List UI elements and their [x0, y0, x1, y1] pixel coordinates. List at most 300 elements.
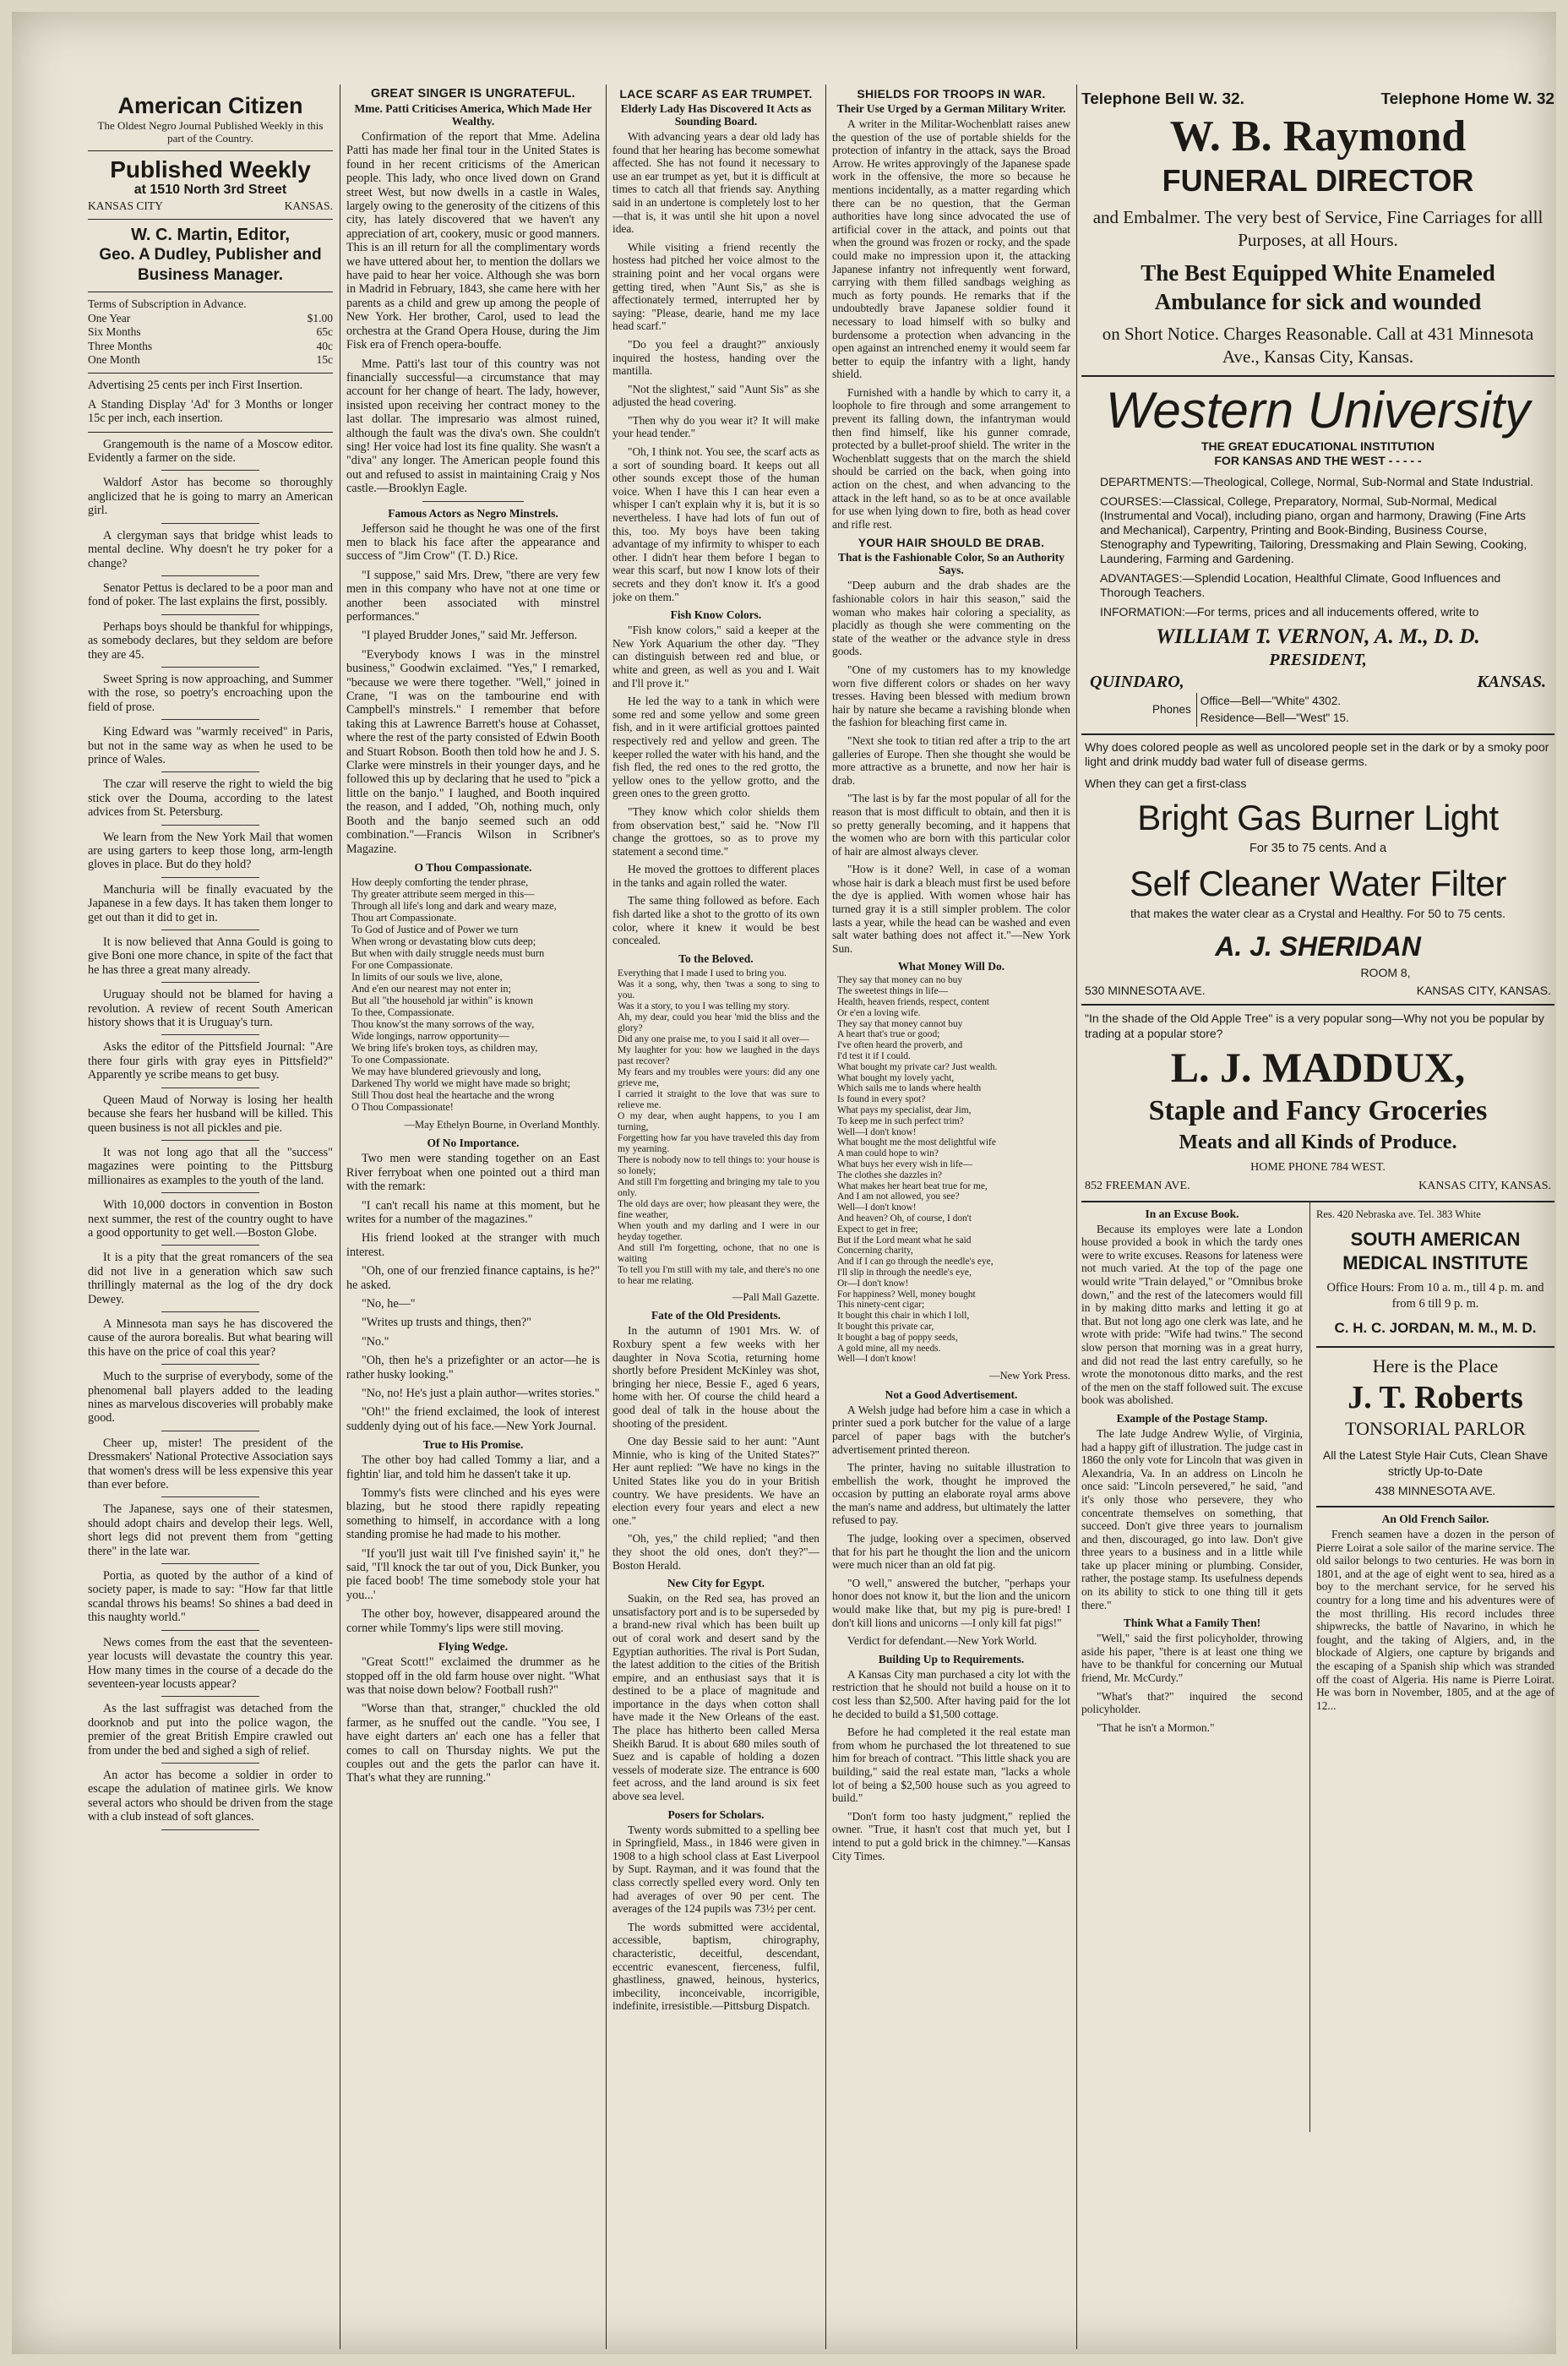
- article-body: [1081, 1632, 1303, 1734]
- paragraph: One day Bessie said to her aunt: "Aunt Minnie, who is king of the United States?" Her aunt replied: "We have no kings in the United States like you do in your British country. We have presidents. We have an election every four years and elect a new one.": [612, 1435, 819, 1527]
- poem-line: My laughter for you: how we laughed in the days past recover?: [618, 1044, 819, 1066]
- poem-line: Through all life's long and dark and weary maze,: [351, 899, 557, 912]
- article-headline: Flying Wedge.: [438, 1640, 509, 1654]
- article-body: [612, 1324, 819, 1572]
- article-headline: Fish Know Colors.: [670, 608, 762, 622]
- maddux-lead: "In the shade of the Old Apple Tree" is a very popular song—Why not you be popular by trading at a popular store?: [1085, 1011, 1544, 1041]
- paragraph: He moved the grottoes to different places in the tanks and again rolled the water.: [612, 863, 819, 889]
- paragraph: "Oh, yes," the child replied; "and then they shoot the old ones, don't they?"—Boston Herald.: [612, 1532, 819, 1572]
- column-4: [832, 84, 1070, 2349]
- paragraph: Because its employes were late a London house provided a book in which the tardy ones were to write excuses. Reasons for lateness were not much varied. At the top of the page one would write "Train delayed," or "Omnibus broke down," and the rest of the latecomers would fill in by making ditto marks and letting it go at that. But not long ago one clerk was late, and he wrote with pride: "Wife had twins." The second slow person that morning was in a great hurry, and did not read the last entry carefully, so he wrote the monotonous ditto marks, and the rest of the men on the staff followed suit. The excuse book was abolished.: [1081, 1222, 1303, 1407]
- published-weekly: Published Weekly: [110, 156, 311, 183]
- wu-president-name: WILLIAM T. VERNON, A. M., D. D.: [1156, 625, 1480, 649]
- short-item: Grangemouth is the name of a Moscow editor. Evidently a farmer on the side.: [88, 437, 333, 466]
- poem-line: To God of Justice and of Power we turn: [351, 923, 519, 935]
- poem-line: But all "the household jar within" is known: [351, 994, 533, 1006]
- short-item: It is now believed that Anna Gould is going to give Boni one more chance, in spite of the fact that he has three a great many already.: [88, 935, 333, 977]
- poem-line: Well—I don't know!: [837, 1202, 917, 1213]
- poem-line: Thy greater attribute seem merged in this—: [351, 887, 535, 900]
- poem-line: What bought my private car? Just wealth.: [837, 1061, 998, 1072]
- western-university-ad: [1081, 377, 1554, 734]
- poem-line: The clothes she dazzles in?: [837, 1169, 942, 1180]
- poem-line: It bought a bag of poppy seeds,: [837, 1332, 958, 1343]
- poem-line: Thou art Compassionate.: [351, 911, 457, 924]
- roberts-text: All the Latest Style Hair Cuts, Clean Shave strictly Up-to-Date: [1322, 1448, 1549, 1479]
- wu-courses: COURSES:—Classical, College, Preparatory, Normal, Sub-Normal, Medical (Instrumental and Vocal), including piano, organ and harmony, Drawing (Fine Arts and Mechanical), Carpentry, Printing and Book-Binding, Business Course, Stenography and Typewriting, Tailoring, Dressmaking and Plain Sewing, Cooking, Laundering, Farming and Gardening.: [1100, 494, 1527, 566]
- poem-title: What Money Will Do.: [897, 960, 1005, 973]
- gas-burner-title: Bright Gas Burner Light: [1137, 797, 1499, 837]
- paragraph: Confirmation of the report that Mme. Adelina Patti has made her final tour in the United States is found in her recent criticisms of the American people. This lady, who once lived down on Grand street West, but now dwells in a castle in Wales, largely owing to the generosity of the citizens of this city, has lately discovered that we haven't any appreciation of art, cookery, music or good manners. This is an ill return for all the complimentary words we have uttered about her, to mention the dollars we have paid to hear her voice. Although she was born in Madrid in February, 1843, she came here with her parents as a child and grew up among the people of New York. Her brother, Carol, used to lead the orchestra at the Grand Opera House, during the Jim Fisk era of French opera-bouffe.: [346, 130, 600, 352]
- short-item: Much to the surprise of everybody, some of the phenomenal ball players added to the leading nines as marvelous discoveries will probably make good.: [88, 1370, 333, 1426]
- paragraph: Suakin, on the Red sea, has proved an unsatisfactory port and is to be superseded by a brand-new rival which has been built up out of coral work and desert sand by the Egyptian authorities. The rival is Port Sudan, the latest addition to the cities of the British empire, and an enthusiast says that it is destined to be a place of magnitude and importance in the days when cotton shall have made it the New Orleans of the east. The place has hitherto been called Mersa Sheikh Barud. It is about 680 miles south of Suez and is capable of holding a dozen vessels of moderate size. The entrance is 600 feet across, and the land around is six feet above sea level.: [612, 1592, 819, 1803]
- paragraph: Verdict for defendant.—New York World.: [847, 1634, 1037, 1648]
- article-body: [832, 1404, 1070, 1648]
- poem-line: I carried it straight to the love that was sure to relieve me.: [618, 1088, 819, 1110]
- paragraph: The same thing followed as before. Each fish darted like a shot to the grotto of its own color, where it knew it would be best concealed.: [612, 894, 819, 947]
- column-3: [612, 84, 819, 2349]
- article-headline: Posers for Scholars.: [667, 1807, 765, 1821]
- paragraph: "Do you feel a draught?" anxiously inquired the hostess, handing over the mantilla.: [612, 337, 819, 378]
- terms-row: One Month 15c: [88, 353, 333, 367]
- poem-line: Thou know'st the many sorrows of the way,: [351, 1017, 535, 1030]
- item-divider: [161, 1496, 259, 1497]
- wu-residence-phone: Residence—Bell—"West" 15.: [1200, 711, 1349, 724]
- poem-line: O my dear, when aught happens, to you I am turning,: [618, 1109, 819, 1132]
- article-body: [346, 130, 600, 496]
- paragraph: Before he had completed it the real estate man from whom he purchased the lot threatened to sue him for breach of contract. "This little shack you are building," said the real estate man, "lacks a whole lot of being a $2,500 house such as you agreed to build.": [832, 1725, 1070, 1805]
- poem-line: Was it a song, why, then 'twas a song to sing to you.: [618, 978, 819, 1000]
- paragraph: The other boy had called Tommy a liar, and a fightin' liar, and told him he dassen't take it up.: [346, 1453, 600, 1481]
- article-headline: GREAT SINGER IS UNGRATEFUL.: [371, 87, 575, 101]
- sam-hours: Office Hours: From 10 a. m., till 4 p. m. and from 6 till 9 p. m.: [1326, 1281, 1544, 1311]
- item-divider: [161, 1630, 259, 1631]
- paragraph: In the autumn of 1901 Mrs. W. of Roxbury spent a few weeks with her daughter in Nova Scotia, returning home shortly before President McKinley was shot, bringing her niece, Bessie F., aged 6 years, home with her. Of course the child heard a good deal of talk in the house about the shooting of the president.: [612, 1324, 819, 1430]
- terms-heading: Terms of Subscription in Advance.: [88, 297, 247, 311]
- article-body: [612, 130, 819, 603]
- paragraph: A Kansas City man purchased a city lot with the restriction that he should not build a house on it to cost less than $2,500. After having paid for the lot he decided to build a $1,500 cottage.: [832, 1667, 1070, 1720]
- advertising-rate: Advertising 25 cents per inch First Insertion.: [88, 379, 303, 393]
- poem-line: Ah, my dear, could you hear 'mid the bliss and the glory?: [618, 1011, 819, 1033]
- paragraph: "If you'll just wait till I've finished sayin' it," he said, "I'll knock the tar out of you, Dick Bunker, you pie faced boob! The time somebody stole your hat you...': [346, 1546, 600, 1602]
- article-headline: True to His Promise.: [422, 1438, 524, 1452]
- poem-line: And e'en our nearest may not enter in;: [351, 982, 512, 995]
- paragraph: "They know which color shields them from observation best," said he. "Now I'll change the grottoes, so as to prove my statement a second time.": [612, 804, 819, 858]
- paragraph: The words submitted were accidental, accessible, baptism, chirography, characteristic, deceitful, descendant, eccentric evanescent, fierceness, fulfil, ghastliness, gnawed, heinous, hysterics, imbecility, inconceivable, incorrigible, indefinite, irresistible.—Pittsburg Dispatch.: [612, 1920, 819, 2013]
- short-item: The Japanese, says one of their statesmen, should adopt chairs and develop their legs. Well, short legs did not prevent them from "getting there" in the late war.: [88, 1502, 333, 1558]
- poem-line: Or e'en a loving wife.: [837, 1007, 921, 1018]
- poem-credit: —New York Press.: [989, 1370, 1070, 1382]
- article-subhead: Mme. Patti Criticises America, Which Made Her Wealthy.: [354, 102, 592, 128]
- item-divider: [161, 523, 259, 524]
- paragraph: He led the way to a tank in which were some red and some yellow and some green fish, and in it were artificial grottoes painted respectively red and yellow and green. The keeper rolled the water with his hand, and the fish fled, the red ones to the red grotto, the yellow ones to the yellow grotto, and the green ones to the green grotto.: [612, 695, 819, 800]
- poem-line: Concerning charity,: [837, 1246, 913, 1257]
- sheridan-name: A. J. SHERIDAN: [1215, 930, 1421, 962]
- poem-line: In limits of our souls we live, alone,: [351, 970, 503, 983]
- wu-tagline-2: FOR KANSAS AND THE WEST - - - - -: [1214, 454, 1422, 468]
- poem-line: We may have blundered grievously and long,: [351, 1065, 542, 1077]
- article-body: [346, 522, 600, 856]
- article-body: [612, 624, 819, 947]
- poem-line: Everything that I made I used to bring you.: [618, 967, 787, 979]
- short-item: Uruguay should not be blamed for having a revolution. A review of recent South American history shows that it is Uruguay's turn.: [88, 988, 333, 1030]
- short-item: With 10,000 doctors in convention in Boston next summer, the rest of the country ought to have a good opportunity to get well.—Boston Globe.: [88, 1198, 333, 1240]
- paragraph: A writer in the Militar-Wochenblatt raises anew the question of the use of portable shields for the protection of infantry in the attack, says the Broad Arrow. He writes approvingly of the Japanese spade work in the offensive, the more so because he mentions incidentally, as a matter regarding which there can be no question, that the German authorities have long since advocated the use of artificial cover in the attack, and points out that when the ground was frozen or rocky, and the spade could make no impression upon it, the attacking Japanese infantry not infrequently went forward, carrying with them filled sandbags weighing as much as forty pounds. He remarks that if the undoubtedly brave Japanese soldier found it necessary to load himself with so bulky and burdensome a protection when advancing in the open against an intrenched enemy it would seem far better to equip the infantry with a light, handy shield.: [832, 117, 1070, 381]
- poem-line: How deeply comforting the tender phrase,: [351, 875, 529, 888]
- short-item: Queen Maud of Norway is losing her health because she fears her husband will be killed. This queen business is not all pickles and pie.: [88, 1093, 333, 1135]
- maddux-address: 852 FREEMAN AVE.: [1085, 1180, 1190, 1193]
- paragraph: The printer, having no suitable illustration to embellish the work, thought he improved the occasion by putting an elaborate royal arms above the man's name and address, but ultimately the latter refused to pay.: [832, 1461, 1070, 1527]
- publisher: Geo. A Dudley, Publisher and Business Manager.: [99, 246, 322, 285]
- item-divider: [161, 719, 259, 720]
- masthead-address: at 1510 North 3rd Street: [133, 183, 287, 197]
- article-subhead: That is the Fashionable Color, So an Authority Says.: [837, 551, 1065, 577]
- sam-residence: Res. 420 Nebraska ave. Tel. 383 White: [1316, 1208, 1481, 1220]
- column-2: [346, 84, 600, 2349]
- telephone-bell: Telephone Bell W. 32.: [1081, 93, 1244, 108]
- wu-name: Western University: [1105, 382, 1531, 439]
- poem: [612, 968, 819, 1286]
- article-headline: Example of the Postage Stamp.: [1116, 1411, 1268, 1425]
- paragraph: A Welsh judge had before him a case in which a printer sued a pork butcher for the value of a large parcel of paper bags with the butcher's advertisement printed thereon.: [832, 1403, 1070, 1456]
- maddux-ad: [1081, 1006, 1554, 1202]
- sam-name: SOUTH AMERICAN: [1350, 1229, 1521, 1251]
- paragraph: "O well," answered the butcher, "perhaps your honor does not know it, but the lion and the unicorn would make like that, but my pig is pure-bred! I don't kill lions and unicorns —I only kill fat pigs!": [832, 1576, 1070, 1629]
- sheridan-city: KANSAS CITY, KANSAS.: [1416, 983, 1551, 997]
- item-divider: [161, 1192, 259, 1193]
- poem-line: And I am not allowed, you see?: [837, 1191, 960, 1202]
- article-body: [346, 1655, 600, 1785]
- article-subhead: Their Use Urged by a German Military Writer.: [836, 102, 1066, 115]
- terms-row: One Year $1.00: [88, 311, 333, 324]
- article-headline: Building Up to Requirements.: [878, 1652, 1025, 1665]
- paragraph: "Oh, one of our frenzied finance captains, is he?" he asked.: [346, 1264, 600, 1292]
- poem-line: Health, heaven friends, respect, content: [837, 997, 989, 1008]
- raymond-name: W. B. Raymond: [1169, 112, 1467, 161]
- poem-line: What makes her heart beat true for me,: [837, 1180, 988, 1191]
- masthead-state: KANSAS.: [284, 199, 333, 212]
- article-body: [612, 1592, 819, 1803]
- paragraph: While visiting a friend recently the hostess had pitched her voice almost to the straining point and her vocal organs were getting tired, when "Aunt Sis," as she is affectionately termed, interrupted her by saying: "Please, dearie, hand me my lace head scarf.": [612, 240, 819, 333]
- paragraph: French seamen have a dozen in the person of Pierre Loirat a sole sailor of the marine service. The old sailor belongs to two centuries. He was born in 1801, and at the age of eight went to sea, hired as a boy to the merchant service, for he served his country for a long time and his adventures were of the most thrilling. His record includes three shipwrecks, the battle of Navarino, in which he fought, and the taking of Algiers, and, in the blockade of Algiers, one capture by brigands and the escaping of a Spanish ship which was stranded off the coast of Algeria. His name is Pierre Loirat. He was born in November, 1805, and at the age of 12...: [1316, 1528, 1554, 1712]
- wu-tagline: THE GREAT EDUCATIONAL INSTITUTION: [1200, 439, 1435, 454]
- poem-line: It bought this chair in which I loll,: [837, 1311, 970, 1322]
- item-divider: [161, 667, 259, 668]
- paragraph: "The last is by far the most popular of all for the reason that is most difficult to obtain, and then it is so pretty generally becoming, and it happens that the women who are born with this particular color of hair are almost always clever.: [832, 792, 1070, 858]
- paragraph: "Well," said the first policyholder, throwing aside his paper, "there is at least one thing we have to be thankful for concerning our Mutual friend, Mr. McCurdy.": [1081, 1632, 1303, 1685]
- article-headline: Famous Actors as Negro Minstrels.: [388, 506, 558, 520]
- article-body: [832, 117, 1070, 531]
- paragraph: Twenty words submitted to a spelling bee in Springfield, Mass., in 1846 were given in 1908 to a high school class at East Liverpool by Supt. Rayman, and it was found that the class correctly spelled every word. Only ten had averages of over 90 per cent. The averages of the 124 pupils was 73½ per cent.: [612, 1823, 819, 1916]
- paragraph: Mme. Patti's last tour of this country was not financially successful—a circumstance that may account for her change of heart. The lady, however, insisted upon receiving her contract money to the last dollar. The impresario was almost ruined, although the fault was the diva's own. She couldn't sing! Her voice had lost its fine quality. She wasn't a "diva" any longer. The American people found this out and refused to assist in maintaining Craig y Nos castle.—Brooklyn Eagle.: [346, 357, 600, 496]
- article-subhead: Elderly Lady Has Discovered It Acts as Sounding Board.: [620, 102, 812, 128]
- poem-line: Still Thou dost heal the heartache and the wrong: [351, 1088, 554, 1101]
- article-body: [346, 1453, 600, 1635]
- short-item: Perhaps boys should be thankful for whippings, as somebody declares, but they seldom are before they are 45.: [88, 619, 333, 662]
- paragraph: "I played Brudder Jones," said Mr. Jefferson.: [362, 629, 578, 643]
- short-item: Waldorf Astor has become so thoroughly anglicized that he is going to marry an American girl.: [88, 476, 333, 518]
- poem-line: The old days are over; how pleasant they were, the fine weather,: [618, 1197, 819, 1220]
- article-body: [1081, 1223, 1303, 1407]
- poem: [346, 876, 600, 1113]
- article-body: [832, 1668, 1070, 1862]
- sam-name-2: MEDICAL INSTITUTE: [1342, 1252, 1528, 1274]
- poem-line: And still I'm forgetting, ochone, that no one is waiting: [618, 1241, 819, 1264]
- maddux-city: KANSAS CITY, KANSAS.: [1418, 1180, 1551, 1193]
- short-item: Senator Pettus is declared to be a poor man and fond of poker. The last explains the first, possibly.: [88, 581, 333, 609]
- masthead-subtitle: The Oldest Negro Journal Published Weekly in this part of the Country.: [97, 119, 324, 144]
- poem: [832, 975, 1070, 1365]
- poem-line: Wide longings, narrow opportunity—: [351, 1029, 509, 1042]
- short-item: A clergyman says that bridge whist leads to mental decline. Why doesn't he try poker for a change?: [88, 528, 333, 570]
- poem-line: There is nobody now to tell things to: your house is so lonely;: [618, 1153, 819, 1176]
- ads-right-subcolumn: [1316, 1208, 1554, 1718]
- paragraph: "Writes up trusts and things, then?": [362, 1316, 531, 1330]
- paragraph: "Then why do you wear it? It will make your head tender.": [612, 413, 819, 440]
- item-divider: [161, 1245, 259, 1246]
- paragraph: "Deep auburn and the drab shades are the fashionable colors in hair this season," said the woman who makes hair coloring a speciality, as placidly as though she were commenting on the state of the weather or the advance style in dress goods.: [832, 579, 1070, 658]
- poem-line: They say that money cannot buy: [837, 1018, 963, 1029]
- poem-line: Did any one praise me, to you I said it all over—: [618, 1033, 809, 1044]
- gas-price: For 35 to 75 cents. And a: [1249, 841, 1387, 855]
- poem-line: Is found in every spot?: [837, 1094, 926, 1105]
- poem-line: To one Compassionate.: [351, 1053, 449, 1066]
- paragraph: With advancing years a dear old lady has found that her hearing has become somewhat affected. She has not found it necessary to use an ear trumpet as yet, but it is difficult at times to catch all that friends say. Anything said in an undertone is completely lost to her—that is, it was until she hit upon a novel idea.: [612, 130, 819, 236]
- paragraph: "That he isn't a Mormon.": [1097, 1720, 1215, 1734]
- paragraph: Tommy's fists were clinched and his eyes were blazing, but he stood there rapidly repeating something to himself, in accordance with a long standing promise he had made to his mother.: [346, 1486, 600, 1542]
- poem-line: A gold mine, all my needs.: [837, 1343, 941, 1354]
- short-item: The czar will reserve the right to wield the big stick over the Douma, according to the latest advices from St. Petersburg.: [88, 777, 333, 820]
- poem-line: They say that money can no buy: [837, 975, 963, 986]
- poem-line: Darkened Thy world we might have made so bright;: [351, 1077, 571, 1089]
- article-headline: Not a Good Advertisement.: [885, 1387, 1018, 1401]
- item-divider: [161, 1311, 259, 1312]
- terms-table: [88, 312, 333, 368]
- item-divider: [161, 470, 259, 471]
- article-headline: In an Excuse Book.: [1145, 1207, 1239, 1220]
- masthead-title: American Citizen: [117, 93, 303, 118]
- short-item: Manchuria will be finally evacuated by the Japanese in a few days. It has taken them longer to get out than it did to get in.: [88, 882, 333, 924]
- poem-line: Or—I don't know!: [837, 1278, 909, 1289]
- wu-president-title: PRESIDENT,: [1269, 651, 1367, 670]
- maddux-produce: Meats and all Kinds of Produce.: [1179, 1131, 1457, 1154]
- short-item: An actor has become a soldier in order to escape the adulation of matinee girls. We know several actors who should be driven from the stage with a club instead of soft glances.: [88, 1768, 333, 1824]
- maddux-groceries: Staple and Fancy Groceries: [1148, 1095, 1488, 1127]
- poem-line: To keep me in such perfect trim?: [837, 1115, 964, 1126]
- gas-burner-ad: [1081, 735, 1554, 1006]
- wu-departments: DEPARTMENTS:—Theological, College, Normal, Sub-Normal and State Industrial.: [1100, 475, 1534, 489]
- poem-line: We bring life's broken toys, as children may,: [351, 1041, 538, 1054]
- paragraph: "No, no! He's just a plain author—writes stories.": [362, 1387, 600, 1400]
- poem-line: O Thou Compassionate!: [351, 1100, 454, 1113]
- newspaper-page: [12, 12, 1556, 2354]
- short-item: Asks the editor of the Pittsfield Journal: "Are there four girls with gray eyes in Pittsfield?" Apparently ye scribe means to get busy.: [88, 1040, 333, 1082]
- paragraph: "Oh, I think not. You see, the scarf acts as a sort of sounding board. It keeps out all other sounds except those of the human voice. When I have this I can hear even a whisper I can't explain why it is, but it is so nevertheless. I have had lots of fun out of this, too. My boys have been taking advantage of my infirmity to whisper to each other. I didn't hear them before I began to wear this scarf, but now I know lots of their secrets and they don't know it. It's a good joke on them.": [612, 445, 819, 603]
- raymond-title: FUNERAL DIRECTOR: [1162, 163, 1474, 199]
- article-body: [1081, 1427, 1303, 1611]
- article-headline: An Old French Sailor.: [1381, 1513, 1489, 1526]
- poem-line: And heaven? Oh, of course, I don't: [837, 1213, 972, 1224]
- paragraph: "Everybody knows I was in the minstrel business," Goodwin exclaimed. "Yes," I remarked, "because we were there together. "Well," joined in Crane, "I was on the tambourine end with Campbell's minstrels." I remember that before taking this at Lawrence Barrett's house at Cohasset, where the rest of the party consisted of Edwin Booth and Stuart Robson. Booth then told how he and J. S. Clarke were minstrels in their younger days, and he followed this up by declaring that he used to "pick a little on the banjo." I laughed, and Booth inquired the reason, and I added, "Oh, nothing much, only Booth and the banjo seemed such an odd combination."—Francis Wilson in Scribner's Magazine.: [346, 647, 600, 856]
- poem-line: Well—I don't know!: [837, 1354, 917, 1365]
- water-filter-title: Self Cleaner Water Filter: [1130, 863, 1506, 903]
- poem-line: My fears and my troubles were yours: did any one grieve me,: [618, 1066, 819, 1088]
- paragraph: The other boy, however, disappeared around the corner while Tommy's lips were still moving.: [346, 1607, 600, 1635]
- wu-advantages: ADVANTAGES:—Splendid Location, Healthful Climate, Good Influences and Thorough Teachers.: [1100, 571, 1501, 600]
- poem-line: What bought me the most delightful wife: [837, 1137, 996, 1148]
- poem-line: But when with daily struggle needs must burn: [351, 946, 545, 959]
- poem-title: To the Beloved.: [678, 951, 754, 965]
- poem-line: When wrong or devastating blow cuts deep;: [351, 935, 536, 947]
- article-body: [612, 1824, 819, 2013]
- item-divider: [161, 1364, 259, 1365]
- masthead-city: KANSAS CITY: [88, 199, 163, 212]
- item-divider: [161, 1696, 259, 1697]
- article-headline: New City for Egypt.: [667, 1577, 765, 1590]
- sheridan-address: 530 MINNESOTA AVE.: [1085, 983, 1206, 997]
- raymond-ad: [1081, 106, 1554, 377]
- roberts-parlor: TONSORIAL PARLOR: [1345, 1418, 1526, 1440]
- poem-line: Well—I don't know!: [837, 1126, 917, 1137]
- water-filter-text: that makes the water clear as a Crystal and Healthy. For 50 to 75 cents.: [1130, 906, 1506, 920]
- poem-line: For happiness? Well, money bought: [837, 1289, 976, 1300]
- item-divider: [161, 1829, 259, 1830]
- paragraph: Two men were standing together on an East River ferryboat when one pointed out a third man with the remark:: [346, 1152, 600, 1194]
- paragraph: "Oh, then he's a prizefighter or an actor—he is rather husky looking.": [346, 1354, 600, 1382]
- paragraph: "Not the slightest," said "Aunt Sis" as she adjusted the head covering.: [612, 382, 819, 409]
- article-headline: Of No Importance.: [427, 1137, 520, 1150]
- poem-line: When youth and my darling and I were in our heyday together.: [618, 1219, 819, 1242]
- item-divider: [161, 1563, 259, 1564]
- poem-credit: —May Ethelyn Bourne, in Overland Monthly.: [404, 1118, 600, 1131]
- paragraph: "No.": [362, 1334, 389, 1349]
- paragraph: "How is it done? Well, in case of a woman whose hair is dark a bleach must first be used before the dye is applied. With women whose hair has turned gray it is a still simpler problem. The color lasts a year, while the head can be washed and even salt water bathing does not affect it."—New York Sun.: [832, 863, 1070, 955]
- sam-doctor: C. H. C. JORDAN, M. M., M. D.: [1334, 1320, 1537, 1337]
- sheridan-room: ROOM 8,: [1360, 965, 1411, 979]
- article-headline: Think What a Family Then!: [1123, 1616, 1261, 1630]
- column-ads: [1081, 93, 1554, 2349]
- poem-line: What buys her every wish in life—: [837, 1158, 973, 1169]
- poem-line: What pays my specialist, dear Jim,: [837, 1105, 972, 1115]
- display-ad-rate: A Standing Display 'Ad' for 3 Months or longer 15c per inch, each insertion.: [88, 397, 333, 426]
- item-divider: [161, 614, 259, 615]
- poem-line: And if I can go through the needle's eye,: [837, 1257, 994, 1268]
- poem-line: To thee, Compassionate.: [351, 1006, 455, 1018]
- article-body: [346, 1152, 600, 1433]
- paragraph: "What's that?" inquired the second policyholder.: [1081, 1689, 1303, 1716]
- article-headline: SHIELDS FOR TROOPS IN WAR.: [857, 87, 1046, 101]
- item-divider: [161, 877, 259, 878]
- poem-line: A man could hope to win?: [837, 1148, 939, 1159]
- wu-office-phone: Office—Bell—"White" 4302.: [1200, 694, 1341, 707]
- item-divider: [161, 771, 259, 772]
- column-1: [88, 93, 333, 2349]
- item-divider: [161, 575, 259, 576]
- short-item: We learn from the New York Mail that women are using garters to keep those long, arm-length gloves in place. But do they hold?: [88, 830, 333, 872]
- poem-line: But if the Lord meant what he said: [837, 1235, 972, 1246]
- article-headline: LACE SCARF AS EAR TRUMPET.: [619, 87, 813, 101]
- roberts-name: J. T. Roberts: [1348, 1380, 1523, 1416]
- item-divider: [161, 1140, 259, 1141]
- paragraph: "Fish know colors," said a keeper at the New York Aquarium the other day. "They can distinguish between red and blue, or white and green, as well as you and I. Wait and I'll prove it.": [612, 624, 819, 690]
- poem-line: The sweetest things in life—: [837, 986, 948, 997]
- paragraph: "Next she took to titian red after a trip to the art galleries of Europe. Then she thought she would be more attractive as a brunette, and now her hair is drab.: [832, 733, 1070, 787]
- short-items: [88, 438, 333, 1830]
- poem-line: I'll slip in through the needle's eye,: [837, 1267, 972, 1278]
- raymond-ambulance: The Best Equipped White Enameled Ambulance for sick and wounded: [1141, 260, 1495, 315]
- editor: W. C. Martin, Editor,: [131, 226, 290, 245]
- ads-left-subcolumn: [1081, 1208, 1303, 1740]
- poem-line: Expect to get in free;: [837, 1224, 918, 1235]
- gas-when: When they can get a first-class: [1085, 776, 1247, 790]
- item-divider: [161, 825, 259, 826]
- roberts-here: Here is the Place: [1372, 1355, 1499, 1377]
- poem-line: A heart that's true or good;: [837, 1029, 940, 1040]
- article-body: [832, 579, 1070, 955]
- item-divider: [161, 1034, 259, 1035]
- article-body: [1316, 1528, 1554, 1712]
- short-item: It is a pity that the great romancers of the sea did not live in a generation which saw such thrillingly maternal as the log of the dry dock Dewey.: [88, 1251, 333, 1306]
- paragraph: "Don't form too hasty judgment," replied the owner. "True, it hasn't cost that much yet, but I intend to put a gold brick in the chimney."—Kansas City Times.: [832, 1809, 1070, 1862]
- paragraph: "I suppose," said Mrs. Drew, "there are very few men in this company who have not at one time or another been associated with minstrel performances.": [346, 568, 600, 624]
- paragraph: "Worse than that, stranger," chuckled the old farmer, as he snuffed out the candle. "You see, I have eight darters an' each one has a feller that comes to call on Thursday nights. We put the couples out and the gets the parlor can have it. That's what they are running.": [346, 1702, 600, 1785]
- poem-line: To tell you I'm still with my tale, and there's no one to hear me relating.: [618, 1263, 819, 1286]
- article-headline: Fate of the Old Presidents.: [651, 1309, 781, 1322]
- short-item: News comes from the east that the seventeen-year locusts will devastate the country this year. How many times in the course of a decade do the seventeen-year locusts appear?: [88, 1635, 333, 1691]
- gas-question: Why does colored people as well as uncolored people set in the dark or by a smoky poor light and drink muddy bad water full of disease germs.: [1085, 739, 1549, 768]
- poem-credit: —Pall Mall Gazette.: [732, 1290, 819, 1303]
- raymond-text: and Embalmer. The very best of Service, Fine Carriages for alll Purposes, at all Hours.: [1092, 207, 1544, 251]
- wu-information: INFORMATION:—For terms, prices and all inducements offered, write to: [1100, 605, 1479, 619]
- short-item: As the last suffragist was detached from the doorknob and put into the police wagon, the premier of the great British Empire crawled out from under the bed and sighed a sigh of relief.: [88, 1702, 333, 1758]
- terms-row: Three Months 40c: [88, 339, 333, 352]
- poem-line: I'd test it if I could.: [837, 1051, 911, 1062]
- poem-line: For one Compassionate.: [351, 958, 454, 971]
- paragraph: "No, he—": [362, 1296, 416, 1311]
- paragraph: His friend looked at the stranger with much interest.: [346, 1231, 600, 1259]
- item-divider: [161, 982, 259, 983]
- medical-institute-ad: [1316, 1208, 1554, 1348]
- poem-line: Was it a story, to you I was telling my story.: [618, 1000, 790, 1011]
- maddux-name: L. J. MADDUX,: [1170, 1044, 1466, 1092]
- maddux-phone: HOME PHONE 784 WEST.: [1250, 1161, 1386, 1175]
- poem-line: Which sails me to lands where health: [837, 1083, 982, 1094]
- paragraph: "One of my customers has to my knowledge worn five different colors or shades on her wavy tresses. Having been blessed with medium brown hair by nature she became a ravishing blonde when the fashion for bleaching first came in.: [832, 662, 1070, 729]
- short-item: Portia, as quoted by the author of a kind of society paper, is made to say: "How far that little scandal throws his beams! So shines a bad deed in this naughty world.": [88, 1569, 333, 1625]
- short-item: A Minnesota man says he has discovered the cause of the aurora borealis. But what bearing will this have on the price of coal this year?: [88, 1317, 333, 1359]
- short-item: Cheer up, mister! The president of the Dressmakers' National Protective Association says that women's dress will be less expensive this year than ever before.: [88, 1436, 333, 1492]
- poem-line: What bought my lovely yacht,: [837, 1072, 955, 1083]
- paragraph: Jefferson said he thought he was one of the first men to black his face after the appearance and success of "Jim Crow" (T. D.) Rice.: [346, 521, 600, 564]
- wu-state: KANSAS.: [1477, 673, 1546, 692]
- poem-line: I've often heard the proverb, and: [837, 1040, 963, 1051]
- paragraph: "Oh!" the friend exclaimed, the look of interest suddenly dying out of his face.—New York Journal.: [346, 1405, 600, 1433]
- raymond-address: on Short Notice. Charges Reasonable. Call at 431 Minnesota Ave., Kansas City, Kansas.: [1102, 324, 1534, 368]
- roberts-ad: [1316, 1348, 1554, 1507]
- paragraph: Furnished with a handle by which to carry it, a loophole to fire through and some arrangement to prevent its falling down, the infantryman would then find himself, like his gunner comrade, protected by a bullet-proof shield. The writer in the Wochenblatt suggests that on the march the shield should be carried on the back, when going into action on the chest, and when advancing to the attack in the left hand, so as to be at once available for use when lying down to fire, both as head cover and rifle rest.: [832, 385, 1070, 531]
- short-item: It was not long ago that all the "success" magazines were pointing to the Pittsburg millionaires as examples to the youth of the land.: [88, 1145, 333, 1187]
- telephone-home: Telephone Home W. 32: [1380, 93, 1554, 108]
- roberts-address: 438 MINNESOTA AVE.: [1375, 1484, 1496, 1498]
- poem-title: O Thou Compassionate.: [414, 860, 532, 874]
- wu-place: QUINDARO,: [1090, 673, 1184, 692]
- poem-line: Forgetting how far you have traveled this day from my yearning.: [618, 1131, 819, 1154]
- paragraph: "Great Scott!" exclaimed the drummer as he stopped off in the old farm house over night. "What was that noise down below? Football rush?": [346, 1655, 600, 1697]
- poem-line: And still I'm forgetting and bringing my tale to you only.: [618, 1175, 819, 1198]
- short-item: Sweet Spring is now approaching, and Summer with the rose, so poetry's encroaching upon the field of prose.: [88, 672, 333, 714]
- paragraph: The judge, looking over a specimen, observed that for his part he thought the lion and the unicorn were much nicer than an old fat pig.: [832, 1532, 1070, 1572]
- short-item: King Edward was "warmly received" in Paris, but not in the same way as when he used to be prince of Wales.: [88, 725, 333, 766]
- poem-line: This ninety-cent cigar;: [837, 1300, 925, 1311]
